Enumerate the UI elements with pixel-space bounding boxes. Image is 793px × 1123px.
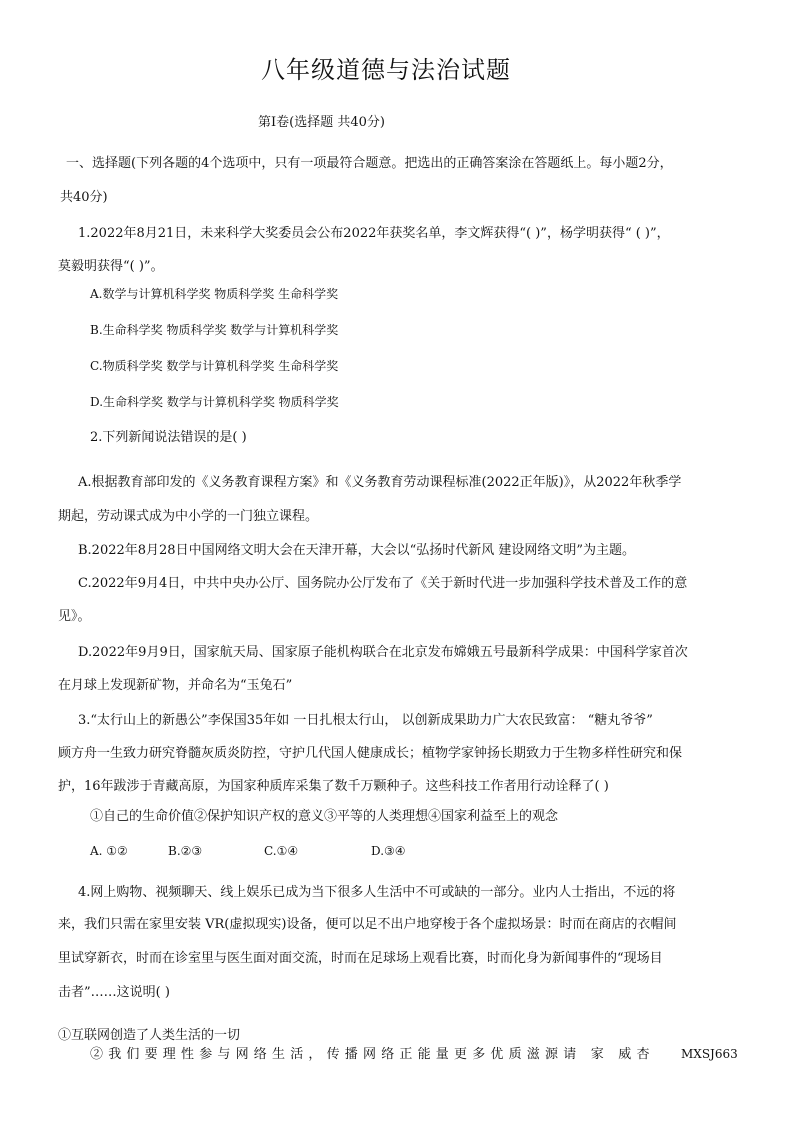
- q2-option-a-line-1: A.根据教育部印发的《义务教育课程方案》和《义务教育劳动课程标准(2022正年版)》，从2022年秋季学: [78, 475, 682, 490]
- q3-option-a: A. ①②: [90, 844, 128, 858]
- q3-stem-line-2: 顾方舟一生致力研究脊髓灰质炎防控，守护几代国人健康成长；植物学家钟扬长期致力于生物多样性研究和保: [58, 746, 683, 761]
- q1-option-a: A.数学与计算机科学奖 物质科学奖 生命科学奖: [90, 287, 339, 301]
- section-line-1: 一、选择题(下列各题的4个选项中，只有一项最符合题意。把选出的正确答案涂在答题纸上。每小题2分，: [66, 156, 673, 171]
- q4-stem-line-4: 击者”……这说明( ): [58, 985, 170, 1000]
- q3-option-d: D.③④: [371, 844, 406, 858]
- q3-option-c: C.①④: [264, 844, 299, 858]
- q2-option-a-line-2: 期起，劳动课式成为中小学的一门独立课程。: [58, 509, 319, 524]
- q4-statement-1: ①互联网创造了人类生活的一切: [58, 1028, 241, 1043]
- page-subtitle: 第Ⅰ卷(选择题 共40分): [258, 115, 385, 130]
- q2-option-b: B.2022年8月28日中国网络文明大会在天津开幕，大会以“弘扬时代新风 建设网络文明”为主题。: [78, 543, 636, 558]
- q2-option-c-line-2: 见》。: [58, 609, 91, 624]
- q1-option-b: B.生命科学奖 物质科学奖 数学与计算机科学奖: [90, 323, 339, 337]
- q2-option-d-line-1: D.2022年9月9日，国家航天局、国家原子能机构联合在北京发布嫦娥五号最新科学成果：中国科学家首次: [78, 645, 688, 660]
- q4-stem-line-2: 来，我们只需在家里安装 VR(虚拟现实)设备，便可以足不出户地穿梭于各个虚拟场景：时而在商店的衣帽间: [58, 917, 677, 932]
- q3-statements: ①自己的生命价值②保护知识产权的意义③平等的人类理想④国家利益至上的观念: [90, 809, 559, 824]
- q3-stem-line-1: 3.“太行山上的新愚公”李保国35年如 一日扎根太行山， 以创新成果助力广大农民致富： “糖丸爷爷”: [78, 713, 653, 728]
- q1-stem-line-1: 1.2022年8月21日，未来科学大奖委员会公布2022年获奖名单，李文辉获得“( )”，杨学明获得“ ( )”，: [78, 226, 670, 241]
- q2-stem: 2.下列新闻说法错误的是( ): [90, 430, 247, 445]
- q1-option-d: D.生命科学奖 数学与计算机科学奖 物质科学奖: [90, 395, 339, 409]
- page-title: 八年级道德与法治试题: [261, 56, 511, 84]
- q4-statement-2: ②我们要理性参与网络生活，传播网络正能量更多优质滋源请 家 威杏: [90, 1047, 655, 1062]
- q3-stem-line-3: 护，16年跋涉于青藏高原，为国家种质库采集了数千万颗种子。这些科技工作者用行动诠释了( ): [58, 779, 609, 794]
- q1-stem-line-2: 莫毅明获得“( )”。: [58, 259, 164, 274]
- q2-option-d-line-2: 在月球上发现新矿物，并命名为“玉兔石”: [58, 678, 293, 693]
- section-line-2: 共40分): [60, 190, 108, 205]
- q4-stem-line-1: 4.网上购物、视频聊天、线上娱乐已成为当下很多人生活中不可或缺的一部分。业内人士指出，不远的将: [78, 885, 676, 900]
- watermark-code: MXSJ663: [681, 1047, 738, 1061]
- q4-stem-line-3: 里试穿新衣，时而在诊室里与医生面对面交流，时而在足球场上观看比赛，时而化身为新闻事件的“现场目: [58, 951, 663, 966]
- q2-option-c-line-1: C.2022年9月4日，中共中央办公厅、国务院办公厅发布了《关于新时代进一步加强科学技术普及工作的意: [78, 576, 688, 591]
- q1-option-c: C.物质科学奖 数学与计算机科学奖 生命科学奖: [90, 359, 339, 373]
- q3-option-b: B.②③: [168, 844, 203, 858]
